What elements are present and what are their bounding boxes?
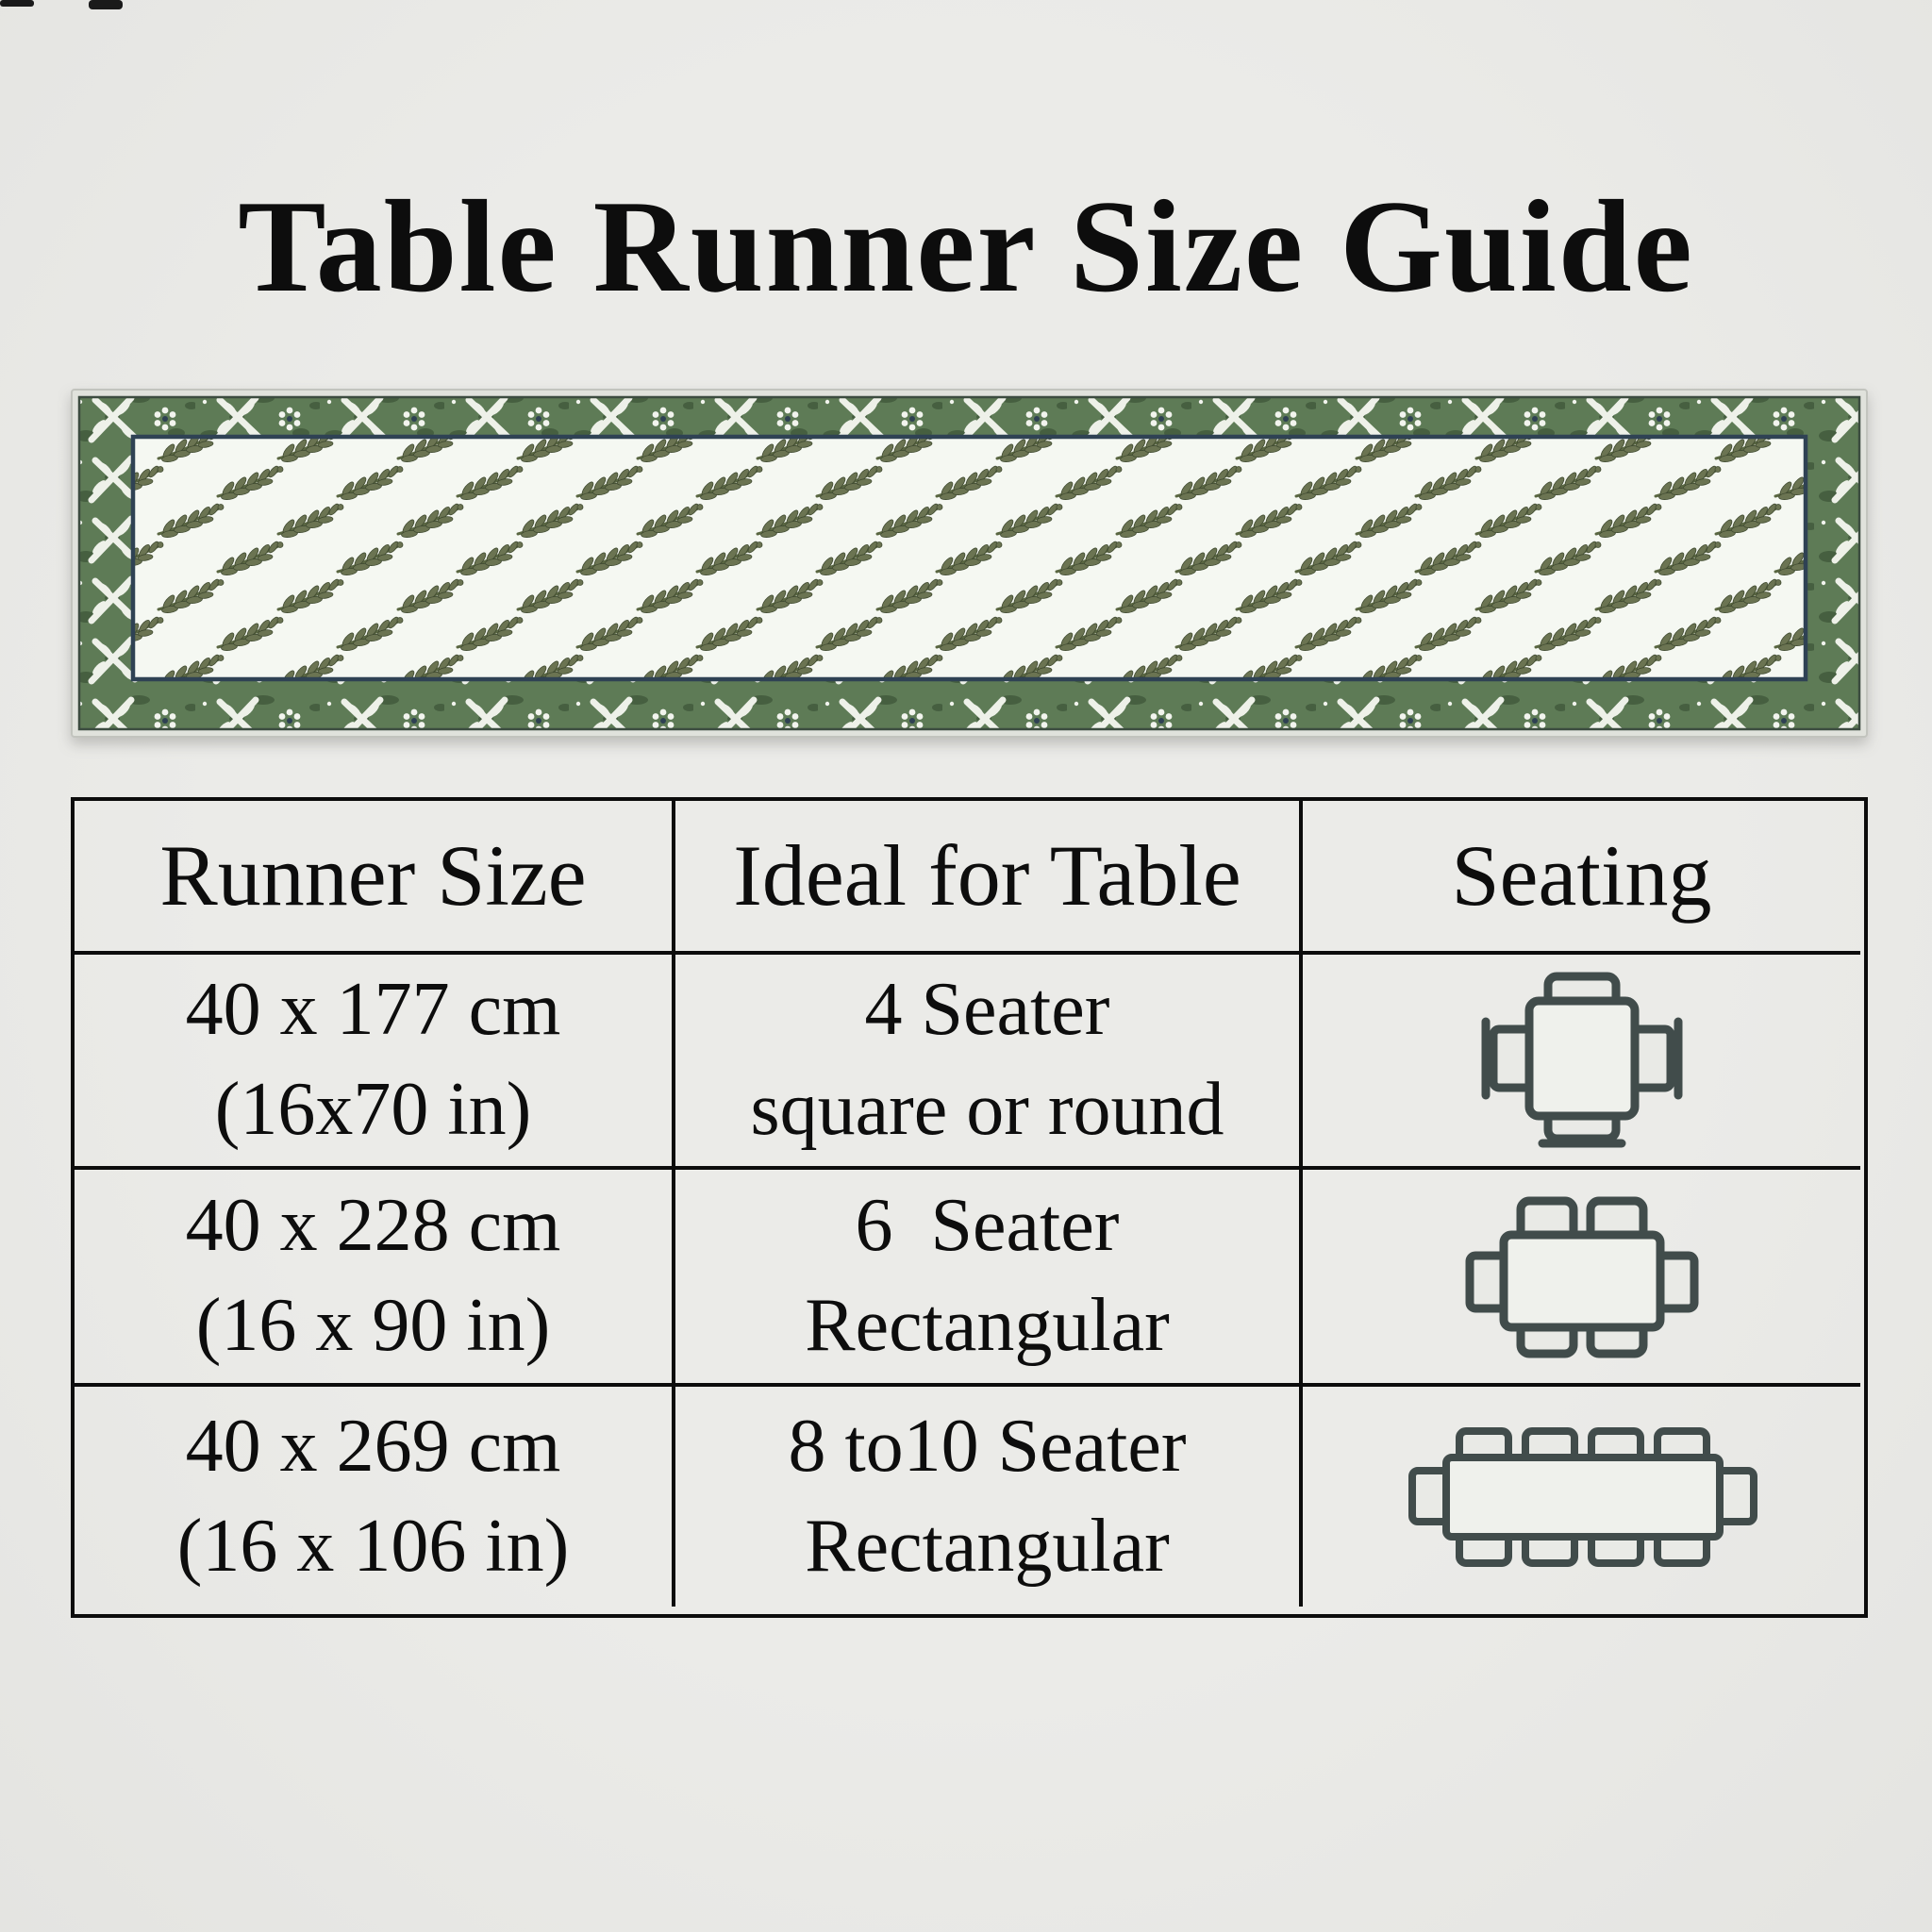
runner-size-cm: 40 x 177 cm	[185, 968, 561, 1052]
table-4-seater-icon	[1480, 971, 1683, 1150]
ideal-table-cell-row1	[675, 955, 1303, 1170]
table-10-seater-icon	[1407, 1422, 1757, 1573]
size-guide-table	[71, 797, 1868, 1618]
ideal-table-line1: 8 to10 Seater	[788, 1404, 1187, 1488]
ideal-table-line1: 4 Seater	[864, 968, 1110, 1052]
runner-size-cell-row2	[75, 1170, 675, 1387]
header-label: Seating	[1451, 826, 1712, 924]
runner-size-inches: (16 x 90 in)	[195, 1284, 551, 1367]
header-label: Runner Size	[159, 826, 587, 924]
runner-size-cm: 40 x 269 cm	[185, 1404, 561, 1488]
ideal-table-line1: 6 Seater	[855, 1184, 1120, 1268]
ideal-table-line2: Rectangular	[805, 1504, 1170, 1588]
ideal-table-line2: Rectangular	[805, 1284, 1170, 1367]
runner-center-field	[133, 437, 1806, 679]
header-cell-seating	[1303, 801, 1860, 955]
header-label: Ideal for Table	[733, 826, 1241, 924]
ideal-table-line2: square or round	[750, 1068, 1224, 1151]
seating-cell-row3	[1303, 1387, 1860, 1607]
header-cell-ideal-for-table	[675, 801, 1303, 955]
cropped-print-artifact	[0, 0, 132, 13]
seating-cell-row1	[1303, 955, 1860, 1170]
ideal-table-cell-row2	[675, 1170, 1303, 1387]
header-cell-runner-size	[75, 801, 675, 955]
runner-size-inches: (16x70 in)	[214, 1068, 532, 1151]
table-6-seater-icon	[1464, 1190, 1700, 1364]
runner-size-cell-row1	[75, 955, 675, 1170]
seating-cell-row2	[1303, 1170, 1860, 1387]
runner-size-cm: 40 x 228 cm	[185, 1184, 561, 1268]
runner-size-inches: (16 x 106 in)	[176, 1504, 570, 1588]
runner-product-photo	[71, 389, 1868, 738]
page-title: Table Runner Size Guide	[238, 174, 1694, 320]
runner-size-cell-row3	[75, 1387, 675, 1607]
ideal-table-cell-row3	[675, 1387, 1303, 1607]
